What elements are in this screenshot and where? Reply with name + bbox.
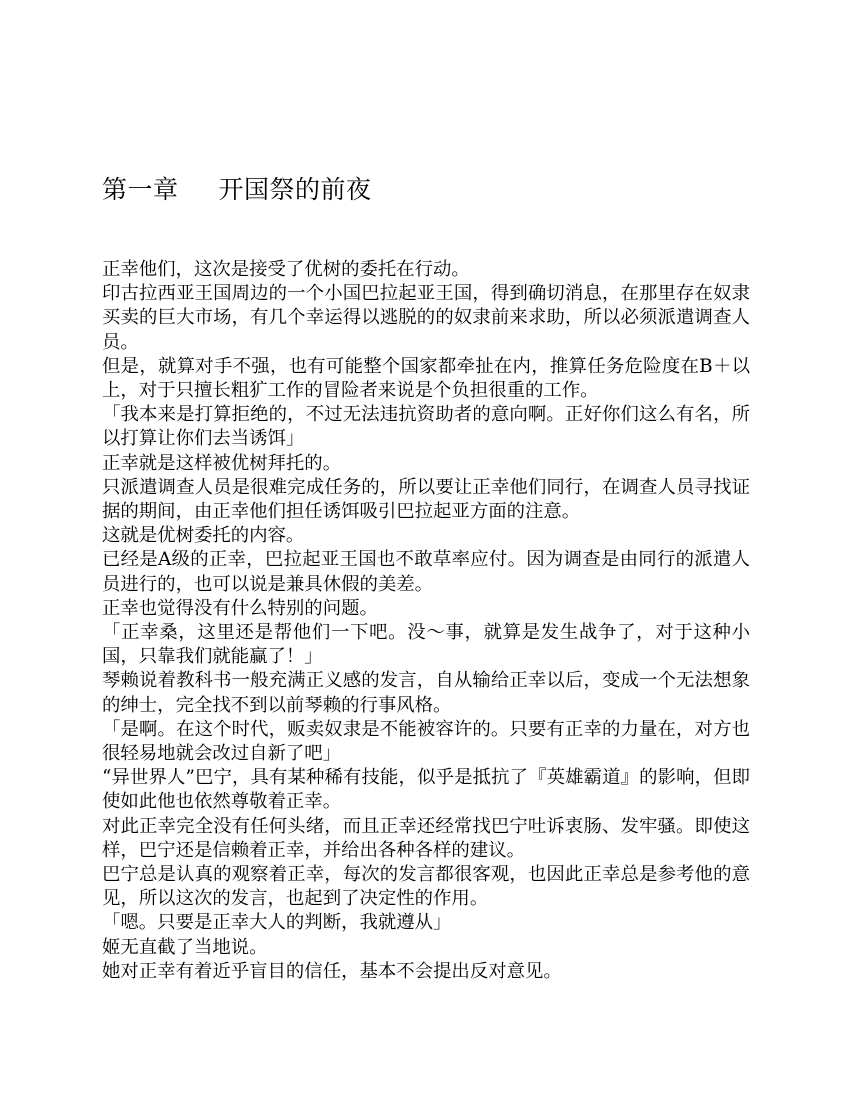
- paragraph: 对此正幸完全没有任何头绪，而且正幸还经常找巴宁吐诉衷肠、发牢骚。即使这样，巴宁还是信赖着正幸，并给出各种各样的建议。: [102, 815, 750, 861]
- chapter-heading: [102, 172, 372, 208]
- paragraph: 正幸他们，这次是接受了优树的委托在行动。: [102, 259, 470, 280]
- chapter-title: 开国祭的前夜: [218, 175, 372, 204]
- paragraph: 「我本来是打算拒绝的，不过无法违抗资助者的意向啊。正好你们这么有名，所以打算让你们去当诱饵」: [102, 404, 750, 450]
- paragraph: 「正幸桑，这里还是帮他们一下吧。没～事，就算是发生战争了，对于这种小国，只靠我们就能赢了！」: [102, 622, 750, 668]
- paragraph: 「嗯。只要是正幸大人的判断，我就遵从」: [102, 912, 452, 934]
- paragraph: 正幸也觉得没有什么特别的问题。: [102, 597, 378, 619]
- chapter-body: [102, 258, 750, 984]
- paragraph: 琴赖说着教科书一般充满正义感的发言，自从输给正幸以后，变成一个无法想象的绅士，完全找不到以前琴赖的行事风格。: [102, 670, 750, 716]
- paragraph: 巴宁总是认真的观察着正幸，每次的发言都很客观，也因此正幸总是参考他的意见，所以这次的发言，也起到了决定性的作用。: [102, 864, 750, 910]
- chapter-number: 第一章: [102, 175, 179, 204]
- paragraph: 已经是A级的正幸，巴拉起亚王国也不敢草率应付。因为调查是由同行的派遣人员进行的，也可以说是兼具休假的美差。: [102, 549, 750, 595]
- paragraph: 她对正幸有着近乎盲目的信任，基本不会提出反对意见。: [102, 960, 562, 982]
- paragraph: 但是，就算对手不强，也有可能整个国家都牵扯在内，推算任务危险度在B＋以上，对于只擅长粗犷工作的冒险者来说是个负担很重的工作。: [102, 355, 750, 402]
- paragraph: 这就是优树委托的内容。: [102, 525, 305, 547]
- paragraph: “异世界人”巴宁，具有某种稀有技能，似乎是抵抗了『英雄霸道』的影响，但即使如此他也依然尊敬着正幸。: [102, 767, 750, 813]
- paragraph: 正幸就是这样被优树拜托的。: [102, 452, 342, 474]
- paragraph: 印古拉西亚王国周边的一个小国巴拉起亚王国，得到确切消息，在那里存在奴隶买卖的巨大市场，有几个幸运得以逃脱的的奴隶前来求助，所以必须派遣调查人员。: [102, 283, 750, 353]
- paragraph: 「是啊。在这个时代，贩卖奴隶是不能被容许的。只要有正幸的力量在，对方也很轻易地就会改过自新了吧」: [102, 718, 750, 765]
- paragraph: 只派遣调查人员是很难完成任务的，所以要让正幸他们同行，在调查人员寻找证据的期间，由正幸他们担任诱饵吸引巴拉起亚方面的注意。: [102, 476, 750, 523]
- paragraph: 姬无直截了当地说。: [102, 936, 268, 958]
